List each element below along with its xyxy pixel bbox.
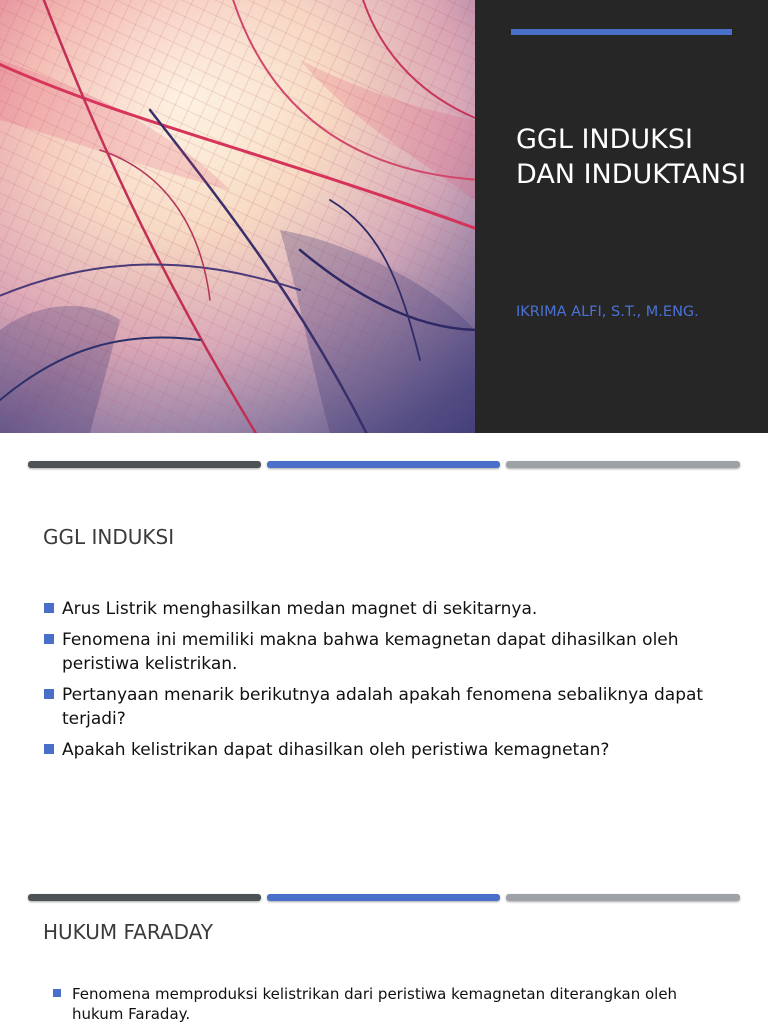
- divider-segment-dark: [28, 894, 261, 901]
- list-item: [44, 683, 734, 731]
- slide-title: GGL INDUKSI DAN INDUKTANSI: [516, 124, 747, 190]
- section-heading-ggl-induksi: GGL INDUKSI: [43, 525, 175, 549]
- bullet-list-ggl-induksi: [44, 597, 734, 769]
- title-slide: [0, 0, 768, 433]
- section-divider: [28, 461, 740, 469]
- section-heading-hukum-faraday: HUKUM FARADAY: [43, 920, 214, 944]
- bullet-text: Fenomena memproduksi kelistrikan dari peristiwa kemagnetan diterangkan oleh hukum Faraday.: [72, 985, 678, 1023]
- list-item: [44, 738, 734, 762]
- bullet-square-icon: [44, 603, 54, 613]
- list-item: [53, 984, 733, 1024]
- title-panel: [475, 0, 768, 433]
- leaf-skeleton-image: [0, 0, 475, 433]
- bullet-text: Arus Listrik menghasilkan medan magnet di sekitarnya.: [62, 599, 538, 619]
- bullet-square-icon: [44, 689, 54, 699]
- slide-subtitle: IKRIMA ALFI, S.T., M.ENG.: [516, 304, 699, 320]
- list-item: [44, 628, 734, 676]
- title-accent-bar: [511, 29, 732, 35]
- divider-segment-gray: [506, 894, 740, 901]
- divider-segment-blue: [267, 894, 500, 901]
- bullet-text: Apakah kelistrikan dapat dihasilkan oleh peristiwa kemagnetan?: [62, 740, 610, 760]
- bullet-square-icon: [53, 989, 61, 997]
- bullet-text: Pertanyaan menarik berikutnya adalah apakah fenomena sebaliknya dapat terjadi?: [62, 685, 704, 729]
- section-divider: [28, 894, 740, 902]
- divider-segment-dark: [28, 461, 261, 468]
- divider-segment-blue: [267, 461, 500, 468]
- bullet-square-icon: [44, 744, 54, 754]
- list-item: [44, 597, 734, 621]
- bullet-square-icon: [44, 634, 54, 644]
- bullet-text: Fenomena ini memiliki makna bahwa kemagnetan dapat dihasilkan oleh peristiwa kelistrikan.: [62, 630, 679, 674]
- divider-segment-gray: [506, 461, 740, 468]
